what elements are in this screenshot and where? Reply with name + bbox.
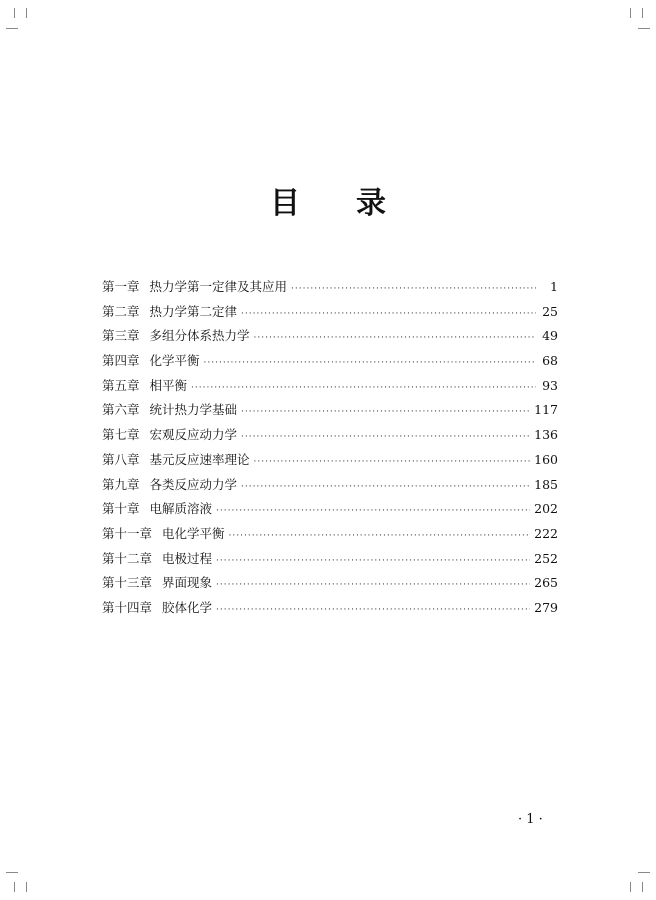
crop-mark — [630, 882, 631, 892]
page-number: · 1 · — [518, 812, 543, 827]
toc-page-number: 160 — [534, 451, 558, 467]
toc-page-number: 279 — [534, 599, 558, 615]
toc-page-number: 185 — [534, 476, 558, 492]
crop-mark — [6, 872, 18, 873]
toc-entry[interactable] — [102, 549, 558, 574]
title-char-2: 录 — [356, 186, 386, 221]
table-of-contents — [102, 277, 558, 623]
toc-chapter-title: 界面现象 — [162, 575, 213, 591]
title-char-1: 目 — [270, 186, 300, 221]
toc-chapter-number: 第十四章 — [102, 599, 153, 615]
toc-leader-dots — [229, 526, 531, 546]
toc-chapter-number: 第九章 — [102, 476, 140, 492]
toc-chapter-number: 第三章 — [102, 328, 140, 344]
crop-mark — [14, 8, 15, 18]
toc-entry[interactable] — [102, 499, 558, 524]
toc-page-number: 49 — [542, 328, 558, 344]
toc-entry[interactable] — [102, 450, 558, 475]
toc-chapter-title: 多组分体系热力学 — [149, 328, 250, 344]
toc-chapter-title: 热力学第二定律 — [149, 303, 238, 319]
toc-chapter-number: 第一章 — [102, 279, 140, 294]
toc-leader-dots — [241, 427, 530, 447]
crop-mark — [26, 882, 27, 892]
toc-chapter-number: 第四章 — [102, 353, 140, 369]
crop-mark — [14, 882, 15, 892]
toc-chapter-number: 第十一章 — [102, 525, 153, 541]
crop-mark — [642, 882, 643, 892]
toc-leader-dots — [241, 402, 530, 422]
toc-leader-dots — [216, 575, 530, 595]
toc-entry[interactable] — [102, 400, 558, 425]
toc-entry[interactable] — [102, 351, 558, 376]
toc-entry[interactable] — [102, 573, 558, 598]
toc-chapter-number: 第十章 — [102, 501, 140, 517]
crop-mark — [642, 8, 643, 18]
crop-mark — [26, 8, 27, 18]
toc-chapter-title: 热力学第一定律及其应用 — [149, 279, 288, 294]
toc-entry[interactable] — [102, 277, 558, 302]
toc-chapter-number: 第八章 — [102, 451, 140, 467]
toc-chapter-title: 电极过程 — [162, 550, 213, 566]
toc-leader-dots — [254, 452, 531, 472]
toc-chapter-number: 第十三章 — [102, 575, 153, 591]
toc-chapter-number: 第七章 — [102, 427, 140, 443]
toc-entry[interactable] — [102, 475, 558, 500]
toc-page-number: 117 — [534, 402, 558, 418]
toc-entry[interactable] — [102, 326, 558, 351]
toc-entry[interactable] — [102, 376, 558, 401]
toc-entry[interactable] — [102, 598, 558, 623]
toc-leader-dots — [191, 378, 536, 398]
toc-chapter-title: 各类反应动力学 — [149, 476, 238, 492]
toc-page-number: 68 — [542, 353, 558, 369]
toc-chapter-title: 宏观反应动力学 — [149, 427, 238, 443]
toc-leader-dots — [291, 279, 536, 299]
toc-leader-dots — [216, 551, 530, 571]
toc-page-number: 252 — [534, 550, 558, 566]
toc-page-number: 202 — [534, 501, 558, 517]
toc-chapter-number: 第五章 — [102, 377, 140, 393]
toc-chapter-title: 统计热力学基础 — [149, 402, 238, 418]
toc-leader-dots — [241, 477, 530, 497]
toc-entry[interactable] — [102, 524, 558, 549]
toc-page-number: 93 — [542, 377, 558, 393]
toc-page-number: 222 — [534, 525, 558, 541]
toc-leader-dots — [216, 600, 530, 620]
page-title — [0, 178, 656, 222]
toc-page-number: 136 — [534, 427, 558, 443]
toc-leader-dots — [216, 501, 530, 521]
toc-chapter-title: 胶体化学 — [162, 599, 213, 615]
toc-chapter-title: 相平衡 — [149, 377, 188, 393]
crop-mark — [630, 8, 631, 18]
toc-chapter-title: 基元反应速率理论 — [149, 451, 250, 467]
toc-chapter-number: 第二章 — [102, 303, 140, 319]
toc-page-number: 265 — [534, 575, 558, 591]
toc-chapter-number: 第六章 — [102, 402, 140, 418]
crop-mark — [638, 28, 650, 29]
crop-mark — [638, 872, 650, 873]
toc-chapter-title: 电解质溶液 — [149, 501, 213, 517]
toc-entry[interactable] — [102, 302, 558, 327]
toc-leader-dots — [204, 353, 536, 373]
toc-page-number: 25 — [542, 303, 558, 319]
crop-mark — [6, 28, 18, 29]
toc-chapter-title: 电化学平衡 — [162, 525, 225, 541]
toc-leader-dots — [241, 304, 536, 324]
toc-entry[interactable] — [102, 425, 558, 450]
toc-chapter-title: 化学平衡 — [149, 353, 200, 369]
toc-page-number: 1 — [550, 279, 558, 294]
toc-chapter-number: 第十二章 — [102, 550, 153, 566]
toc-leader-dots — [254, 328, 536, 348]
